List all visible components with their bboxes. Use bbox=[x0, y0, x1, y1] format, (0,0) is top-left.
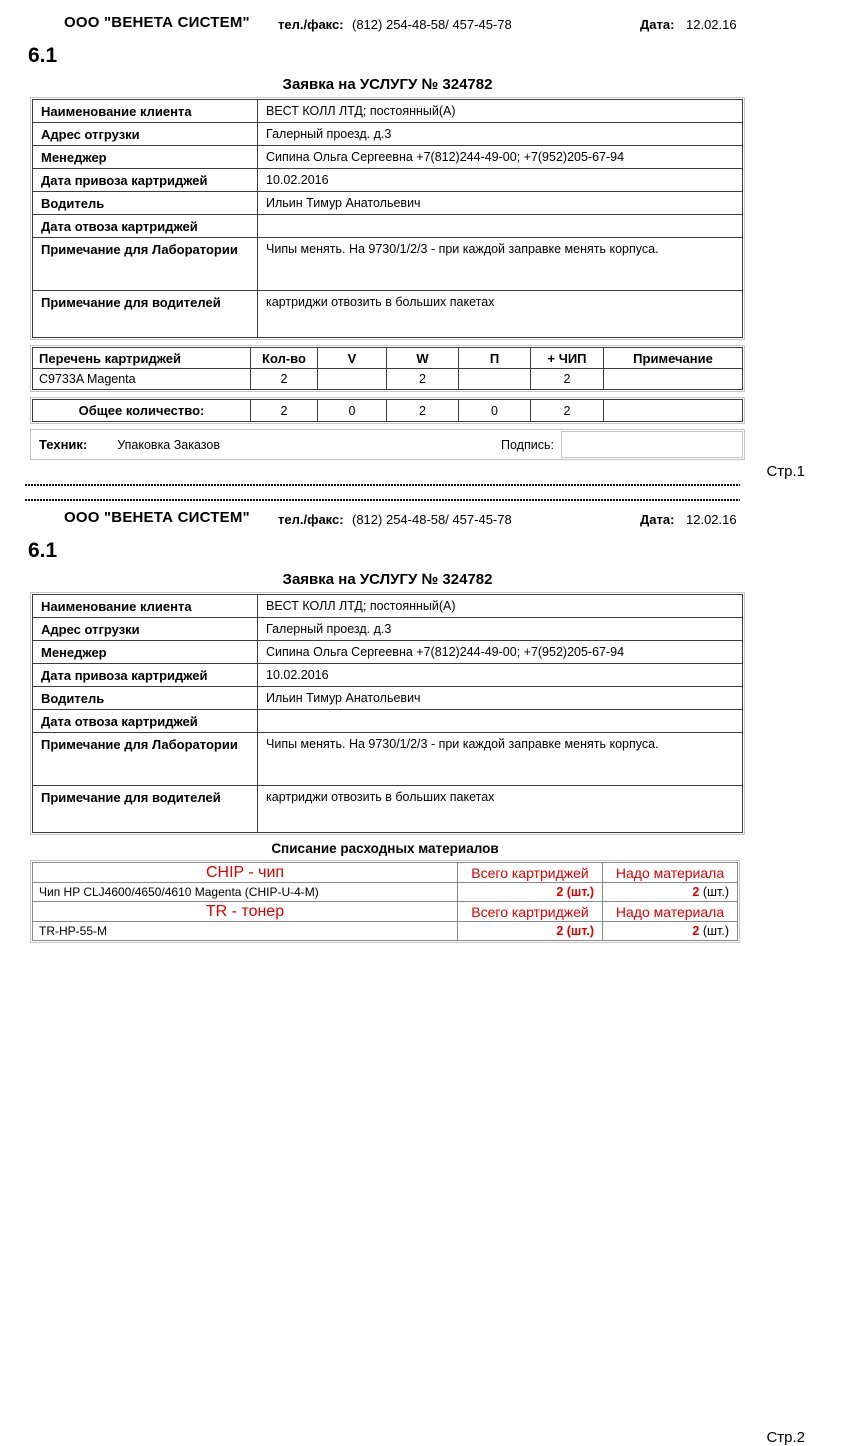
writeoff-title: Списание расходных материалов bbox=[271, 841, 499, 856]
item-need bbox=[603, 922, 738, 941]
info-value: Галерный проезд. д.3 bbox=[258, 618, 743, 641]
info-label: Дата привоза картриджей bbox=[33, 664, 258, 687]
table-row bbox=[33, 687, 743, 710]
info-label: Дата отвоза картриджей bbox=[33, 215, 258, 238]
column-header: W bbox=[387, 348, 459, 369]
column-header: + ЧИП bbox=[531, 348, 604, 369]
info-value: Чипы менять. На 9730/1/2/3 - при каждой заправке менять корпуса. bbox=[258, 733, 743, 786]
client-info-table bbox=[30, 592, 745, 835]
cartridge-row bbox=[33, 369, 743, 390]
info-value bbox=[258, 215, 743, 238]
group-name: TR - тонер bbox=[33, 902, 458, 922]
signature-box bbox=[561, 431, 743, 458]
group-need-header: Надо материала bbox=[603, 902, 738, 922]
totals-v: 0 bbox=[318, 400, 387, 422]
section-number: 6.1 bbox=[28, 44, 58, 67]
table-row bbox=[33, 595, 743, 618]
table-row bbox=[33, 641, 743, 664]
order-title: Заявка на УСЛУГУ № 324782 bbox=[282, 76, 493, 93]
page-number-label: Стр.1 bbox=[766, 463, 805, 480]
totals-w: 2 bbox=[387, 400, 459, 422]
info-label: Водитель bbox=[33, 687, 258, 710]
table-row bbox=[33, 291, 743, 338]
table-row bbox=[33, 238, 743, 291]
page-1 bbox=[0, 0, 847, 480]
table-row bbox=[33, 618, 743, 641]
company-name: ООО "ВЕНЕТА СИСТЕМ" bbox=[64, 509, 250, 526]
cartridge-header-row bbox=[33, 348, 743, 369]
info-label: Водитель bbox=[33, 192, 258, 215]
table-row bbox=[33, 169, 743, 192]
cartridge-p bbox=[459, 369, 531, 390]
info-value: картриджи отвозить в больших пакетах bbox=[258, 291, 743, 338]
writeoff-item-row bbox=[33, 922, 738, 941]
info-value: Галерный проезд. д.3 bbox=[258, 123, 743, 146]
totals-qty: 2 bbox=[251, 400, 318, 422]
writeoff-item-row bbox=[33, 883, 738, 902]
info-label: Примечание для Лаборатории bbox=[33, 238, 258, 291]
writeoff-group-header bbox=[33, 863, 738, 883]
table-row bbox=[33, 100, 743, 123]
doc-header bbox=[0, 14, 847, 36]
info-value: Сипина Ольга Сергеевна +7(812)244-49-00; +7(952)205-67-94 bbox=[258, 146, 743, 169]
technician-label: Техник: bbox=[39, 437, 88, 452]
info-value bbox=[258, 710, 743, 733]
table-row bbox=[33, 192, 743, 215]
table-row bbox=[33, 146, 743, 169]
date-label: Дата: bbox=[640, 512, 675, 527]
cartridge-name: C9733A Magenta bbox=[33, 369, 251, 390]
info-label: Дата отвоза картриджей bbox=[33, 710, 258, 733]
group-qty-header: Всего картриджей bbox=[458, 863, 603, 883]
dotted-line bbox=[25, 484, 740, 486]
info-label: Примечание для водителей bbox=[33, 291, 258, 338]
totals-table bbox=[30, 397, 745, 424]
table-row bbox=[33, 215, 743, 238]
info-value: Ильин Тимур Анатольевич bbox=[258, 687, 743, 710]
doc-header bbox=[0, 509, 847, 531]
order-title: Заявка на УСЛУГУ № 324782 bbox=[282, 571, 493, 588]
cartridge-note bbox=[604, 369, 743, 390]
info-label: Адрес отгрузки bbox=[33, 123, 258, 146]
phone-fax-value: (812) 254-48-58/ 457-45-78 bbox=[352, 17, 512, 32]
phone-fax-label: тел./факс: bbox=[278, 512, 344, 527]
item-name: Чип HP CLJ4600/4650/4610 Magenta (CHIP-U-4-M) bbox=[33, 883, 458, 902]
need-unit: (шт.) bbox=[699, 885, 729, 899]
technician-strip bbox=[30, 429, 745, 460]
writeoff-table bbox=[30, 860, 740, 943]
totals-chip: 2 bbox=[531, 400, 604, 422]
info-value: Сипина Ольга Сергеевна +7(812)244-49-00; +7(952)205-67-94 bbox=[258, 641, 743, 664]
need-unit: (шт.) bbox=[699, 924, 729, 938]
info-value: Ильин Тимур Анатольевич bbox=[258, 192, 743, 215]
totals-row bbox=[33, 400, 743, 422]
table-row bbox=[33, 664, 743, 687]
signature-label: Подпись: bbox=[501, 438, 554, 452]
info-label: Наименование клиента bbox=[33, 100, 258, 123]
company-name: ООО "ВЕНЕТА СИСТЕМ" bbox=[64, 14, 250, 31]
need-number: 2 bbox=[692, 924, 700, 938]
section-number: 6.1 bbox=[28, 539, 58, 562]
info-value: ВЕСТ КОЛЛ ЛТД; постоянный(А) bbox=[258, 100, 743, 123]
item-name: TR-HP-55-M bbox=[33, 922, 458, 941]
item-qty: 2 (шт.) bbox=[458, 922, 603, 941]
item-need bbox=[603, 883, 738, 902]
writeoff-group-header bbox=[33, 902, 738, 922]
group-need-header: Надо материала bbox=[603, 863, 738, 883]
item-qty: 2 (шт.) bbox=[458, 883, 603, 902]
date-value: 12.02.16 bbox=[686, 512, 737, 527]
info-label: Наименование клиента bbox=[33, 595, 258, 618]
page-number-label: Стр.2 bbox=[766, 1429, 805, 1446]
info-label: Дата привоза картриджей bbox=[33, 169, 258, 192]
info-value: ВЕСТ КОЛЛ ЛТД; постоянный(А) bbox=[258, 595, 743, 618]
cartridge-w: 2 bbox=[387, 369, 459, 390]
info-label: Менеджер bbox=[33, 641, 258, 664]
totals-p: 0 bbox=[459, 400, 531, 422]
table-row bbox=[33, 786, 743, 833]
info-label: Примечание для водителей bbox=[33, 786, 258, 833]
column-header: Примечание bbox=[604, 348, 743, 369]
technician-value: Упаковка Заказов bbox=[117, 437, 220, 452]
column-header: Кол-во bbox=[251, 348, 318, 369]
table-row bbox=[33, 710, 743, 733]
table-row bbox=[33, 733, 743, 786]
table-row bbox=[33, 123, 743, 146]
page-separator bbox=[0, 484, 847, 501]
info-value: 10.02.2016 bbox=[258, 169, 743, 192]
need-number: 2 bbox=[692, 885, 700, 899]
phone-fax-label: тел./факс: bbox=[278, 17, 344, 32]
page-2 bbox=[0, 501, 847, 1446]
info-value: Чипы менять. На 9730/1/2/3 - при каждой заправке менять корпуса. bbox=[258, 238, 743, 291]
date-value: 12.02.16 bbox=[686, 17, 737, 32]
cartridge-qty: 2 bbox=[251, 369, 318, 390]
info-label: Менеджер bbox=[33, 146, 258, 169]
cartridge-v bbox=[318, 369, 387, 390]
client-info-table bbox=[30, 97, 745, 340]
info-label: Адрес отгрузки bbox=[33, 618, 258, 641]
totals-note bbox=[604, 400, 743, 422]
phone-fax-value: (812) 254-48-58/ 457-45-78 bbox=[352, 512, 512, 527]
date-label: Дата: bbox=[640, 17, 675, 32]
column-header: V bbox=[318, 348, 387, 369]
group-qty-header: Всего картриджей bbox=[458, 902, 603, 922]
info-label: Примечание для Лаборатории bbox=[33, 733, 258, 786]
totals-label: Общее количество: bbox=[33, 400, 251, 422]
cartridge-chip: 2 bbox=[531, 369, 604, 390]
info-value: 10.02.2016 bbox=[258, 664, 743, 687]
group-name: CHIP - чип bbox=[33, 863, 458, 883]
info-value: картриджи отвозить в больших пакетах bbox=[258, 786, 743, 833]
cartridge-list-table bbox=[30, 345, 745, 392]
column-header: П bbox=[459, 348, 531, 369]
column-header: Перечень картриджей bbox=[33, 348, 251, 369]
